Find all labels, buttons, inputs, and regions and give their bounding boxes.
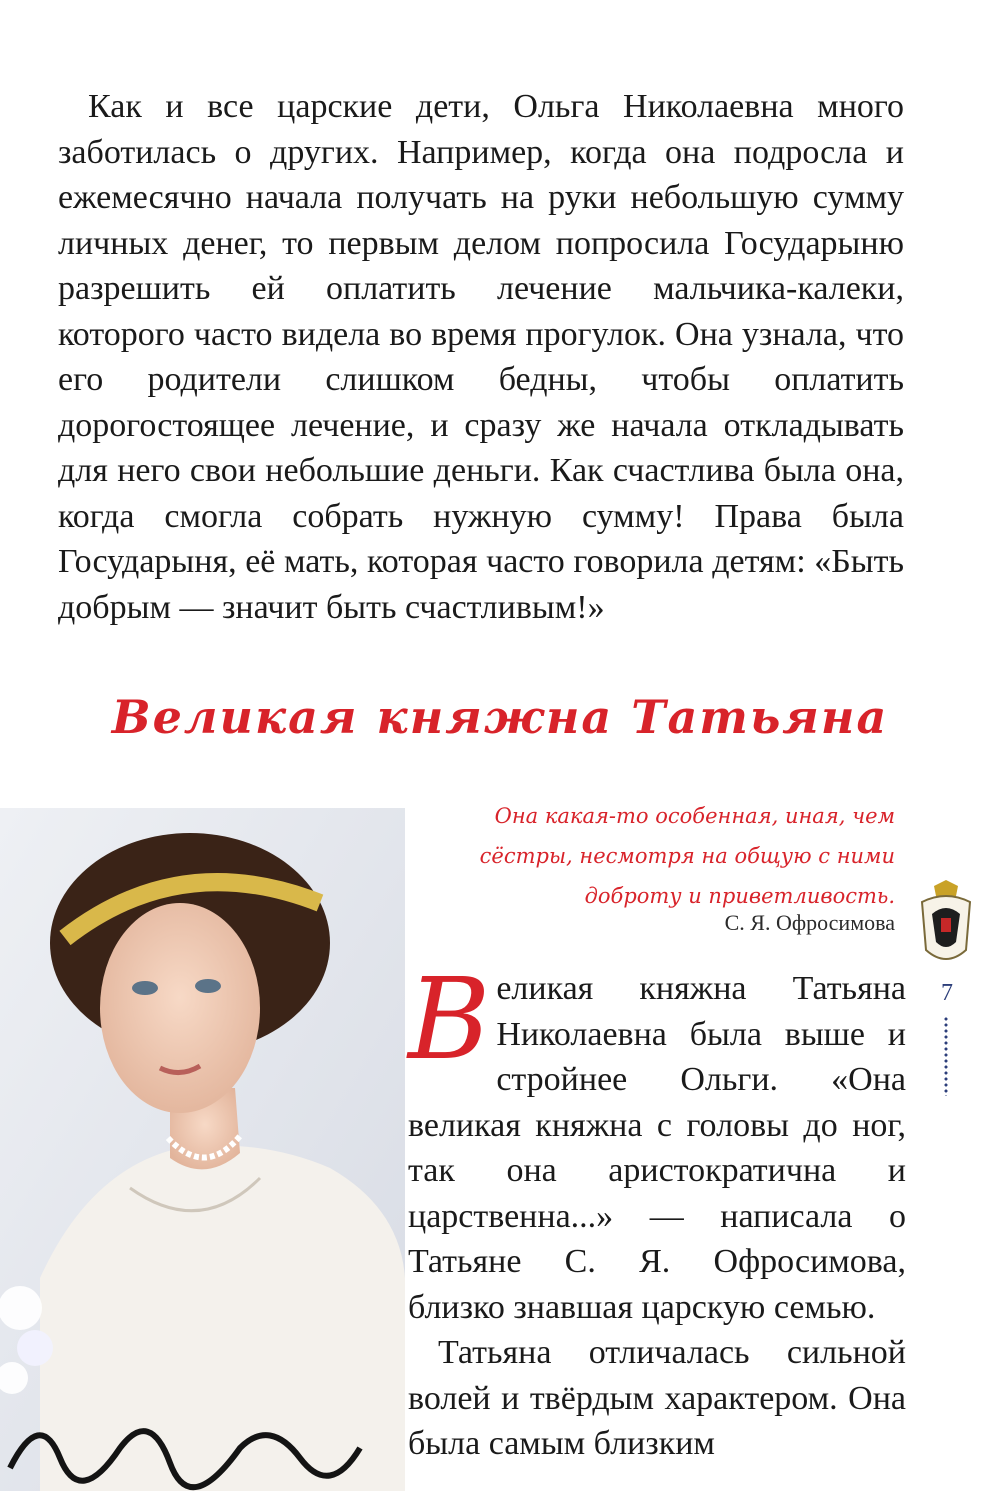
body-paragraph-tatiana-2: Татьяна отличалась сильной волей и твёрдым характером. Она была самым близким — [408, 1334, 906, 1462]
drop-cap: В — [408, 955, 491, 1085]
epigraph-quote: Она какая-то особенная, иная, чем сёстры, несмотря на общую с ними доброту и приветливость. — [479, 804, 895, 908]
body-paragraph-tatiana-1: еликая княжна Татьяна Николаевна была выше и стройнее Ольги. «Она великая княжна с головы до ног, так она аристократична и царственна...» — написала о Татьяне С. Я. Офросимова, близко знавшая царскую семью. — [408, 970, 906, 1326]
tatiana-text-block — [408, 955, 906, 1467]
section-heading: Великая княжна Татьяна — [111, 690, 889, 744]
imperial-coat-of-arms-icon — [916, 880, 976, 970]
portrait-image — [0, 808, 405, 1491]
epigraph-author: С. Я. Офросимова — [724, 910, 895, 935]
body-paragraph-olga: Как и все царские дети, Ольга Николаевна много заботилась о других. Например, когда она подросла и ежемесячно начала получать на руки небольшую сумму личных денег, то первым делом попросила Государыню разрешить ей оплатить лечение мальчика-калеки, которого часто видела во время прогулок. Она узнала, что его родители слишком бедны, чтобы оплатить дорогостоящее лечение, и сразу же начала откладывать для него свои небольшие деньги. Как счастлива была она, когда смогла собрать нужную сумму! Права была Государыня, её мать, которая часто говорила детям: «Быть добрым — значит быть счастливым!» — [58, 88, 904, 626]
page-number-ornament — [944, 1016, 948, 1096]
page-number: 7 — [941, 980, 953, 1006]
